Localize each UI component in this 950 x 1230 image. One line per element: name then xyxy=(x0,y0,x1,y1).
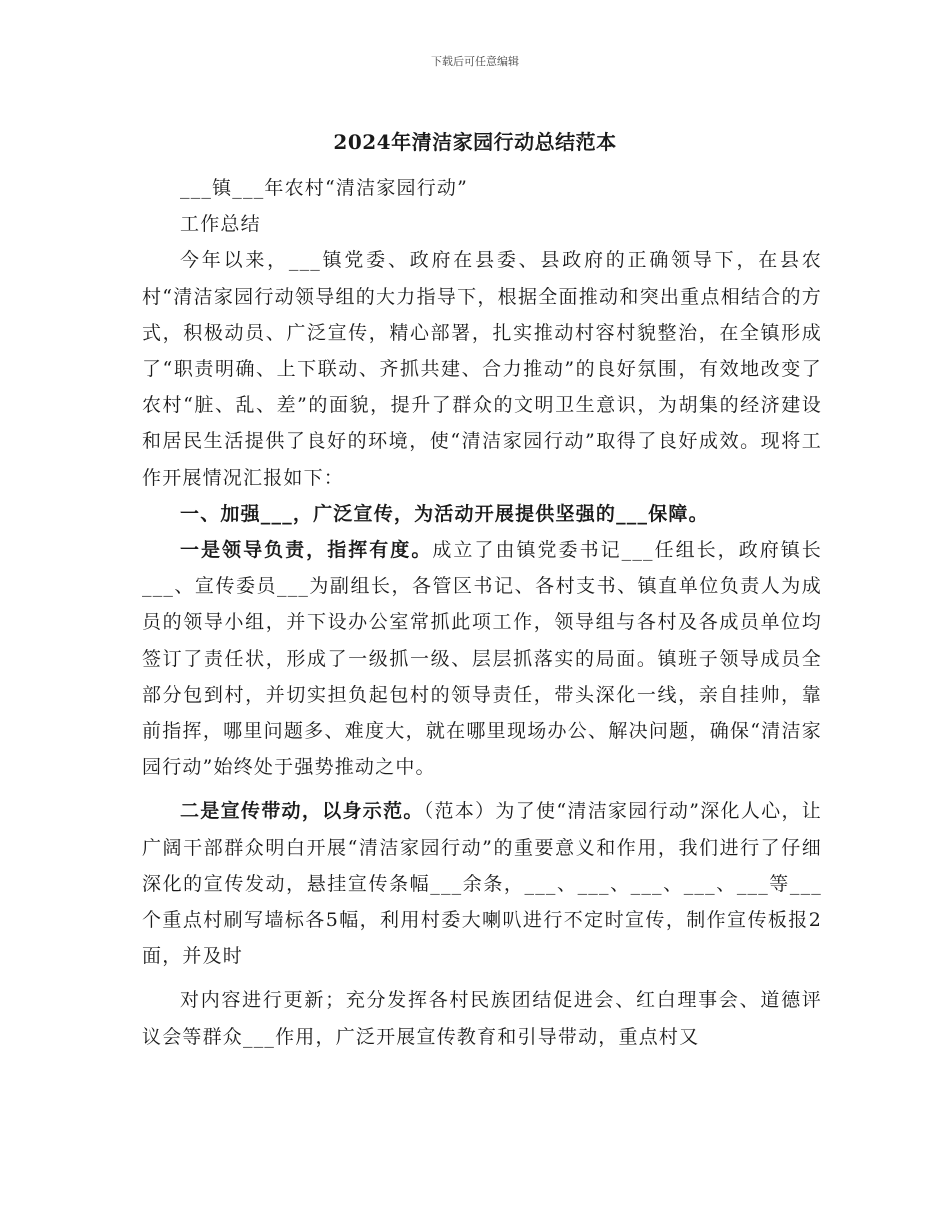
point-1-body: 成立了由镇党委书记___任组长，政府镇长___、宣传委员___为副组长，各管区书记、各村支书、镇直单位负责人为成员的领导小组，并下设办公室常抓此项工作，领导组与各村及各成员单位均签订了责任状，形成了一级抓一级、层层抓落实的局面。镇班子领导成员全部分包到村，并切实担负起包村的领导责任，带头深化一线，亲自挂帅，靠前指挥，哪里问题多、难度大，就在哪里现场办公、解决问题，确保“清洁家园行动”始终处于强势推动之中。 xyxy=(142,539,822,779)
subtitle-line-1: ___镇___年农村“清洁家园行动” xyxy=(180,177,469,199)
document-title: 2024年清洁家园行动总结范本 xyxy=(333,130,617,154)
point-2-body: （范本）为了使“清洁家园行动”深化人心，让广阔干部群众明白开展“清洁家园行动”的重要意义和作用，我们进行了仔细深化的宣传发动，悬挂宣传条幅___余条，___、___、___、___、___等___个重点村刷写墙标各5幅，利用村委大喇叭进行不定时宣传，制作宣传板报2面，并及时 xyxy=(142,800,822,968)
point-2-lead: 二是宣传带动，以身示范。 xyxy=(180,800,424,823)
intro-paragraph: 今年以来，___镇党委、政府在县委、县政府的正确领导下，在县农村“清洁家园行动领导组的大力指导下，根据全面推动和突出重点相结合的方式，积极动员、广泛宣传，精心部署，扎实推动村容村貌整治，在全镇形成了“职责明确、上下联动、齐抓共建、合力推动”的良好氛围，有效地改变了农村“脏、乱、差”的面貌，提升了群众的文明卫生意识，为胡集的经济建设和居民生活提供了良好的环境，使“清洁家园行动”取得了良好成效。现将工作开展情况汇报如下： xyxy=(142,249,822,489)
document-body xyxy=(142,170,822,1055)
point-1-lead: 一是领导负责，指挥有度。 xyxy=(180,539,433,562)
continuation-paragraph: 对内容进行更新；充分发挥各村民族团结促进会、红白理事会、道德评议会等群众___作用，广泛开展宣传教育和引导带动，重点村又 xyxy=(142,989,822,1048)
point-2-paragraph xyxy=(142,793,822,974)
subtitle-line-2: 工作总结 xyxy=(180,213,261,236)
point-1-paragraph xyxy=(142,532,822,785)
page-header-note: 下载后可任意编辑 xyxy=(431,55,519,68)
section-1-heading: 一、加强___，广泛宣传，为活动开展提供坚强的___保障。 xyxy=(180,502,709,525)
